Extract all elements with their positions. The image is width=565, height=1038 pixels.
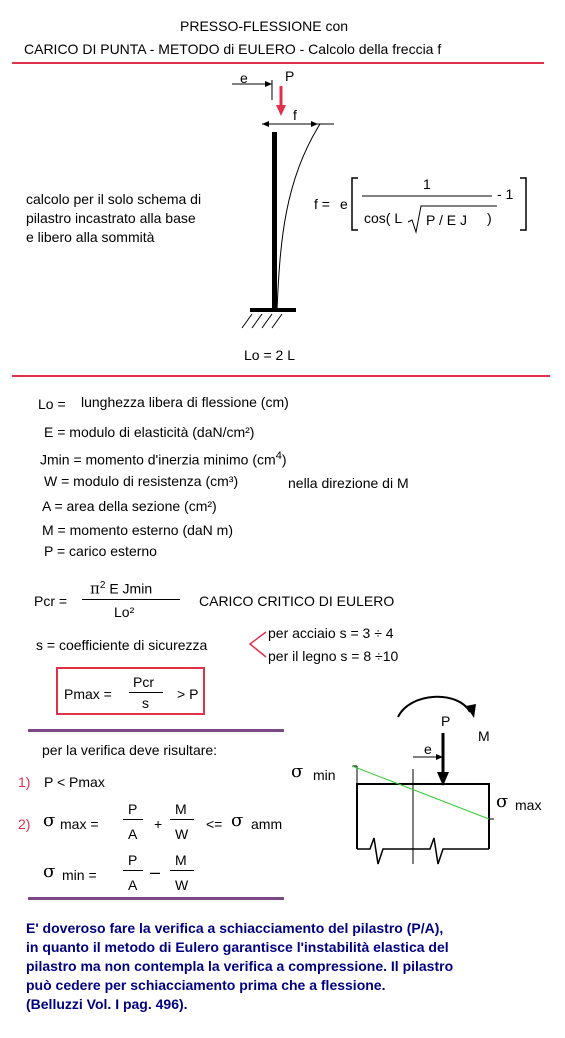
cond1-num: 1) [18, 774, 31, 790]
pcr-pi: π [90, 579, 100, 598]
smin-A: A [128, 877, 138, 893]
smax-A: A [128, 826, 138, 842]
pcr-denominator: Lo² [114, 604, 135, 620]
safety-label: s = coefficiente di sicurezza [36, 637, 208, 653]
formula-f-lhs: f = [314, 196, 330, 212]
smax-M: M [175, 801, 187, 817]
smin-W: W [175, 877, 189, 893]
note-line4: può cedere per schiacciamento prima che a flessione. [26, 977, 386, 993]
formula-f-radicand: P / E J [426, 212, 467, 228]
lo-label: Lo = 2 L [244, 347, 295, 363]
cond1-text: P < Pmax [44, 774, 105, 790]
def-e: E = modulo di elasticità (daN/cm²) [44, 424, 255, 440]
sect-smax-label: max [515, 797, 542, 813]
smin-minus: – [150, 862, 161, 882]
smin-label: min = [62, 867, 97, 883]
note-line2: in quanto il metodo di Eulero garantisce l'instabilità elastica del [26, 939, 449, 955]
label-e: e [240, 70, 248, 86]
title-line2: CARICO DI PUNTA - METODO di EULERO - Calcolo della freccia f [24, 41, 442, 57]
label-f: f [293, 107, 297, 123]
formula-f-e: e [340, 196, 348, 212]
def-lo-sym: Lo = [38, 396, 66, 412]
smax-leq: <= [206, 816, 223, 832]
def-p: P = carico esterno [44, 543, 157, 559]
sect-label-p: P [441, 713, 451, 729]
scheme-note-2: pilastro incastrato alla base [26, 210, 196, 226]
scheme-note-1: calcolo per il solo schema di [26, 191, 202, 207]
def-w: W = modulo di resistenza (cm³) [44, 473, 239, 489]
def-w-extra: nella direzione di M [288, 475, 409, 491]
smax-label: max = [60, 816, 99, 832]
pcr-caption: CARICO CRITICO DI EULERO [199, 593, 395, 609]
smax-plus: + [154, 816, 163, 832]
def-lo-text: lunghezza libera di flessione (cm) [81, 394, 289, 410]
pcr-num-rest: E Jmin [109, 580, 153, 597]
pcr-lhs: Pcr = [34, 593, 68, 609]
smin-P: P [128, 852, 138, 868]
sect-smax-sigma: σ [496, 791, 509, 812]
note-line5: (Belluzzi Vol. I pag. 496). [26, 996, 188, 1012]
pmax-num: Pcr [133, 674, 154, 690]
label-p-top: P [285, 68, 295, 84]
smax-W: W [175, 826, 189, 842]
pcr-pi-exp: 2 [99, 580, 106, 591]
sect-label-m: M [478, 728, 490, 744]
title-line1: PRESSO-FLESSIONE con [180, 18, 349, 34]
note-line1: E' doveroso fare la verifica a schiacciamento del pilastro (P/A), [26, 920, 444, 936]
verify-intro: per la verifica deve risultare: [42, 742, 218, 758]
sect-label-e: e [424, 741, 432, 757]
pmax-rhs: > P [177, 686, 199, 702]
def-jmin-tail: ) [281, 451, 287, 468]
smax-amm-sigma: σ [231, 810, 244, 831]
formula-f-close: ) [487, 210, 492, 226]
safety-wood: per il legno s = 8 ÷10 [268, 648, 399, 664]
pmax-lhs: Pmax = [64, 686, 112, 702]
safety-steel: per acciaio s = 3 ÷ 4 [268, 625, 394, 641]
def-jmin-exp: 4 [275, 450, 282, 462]
cond2-num: 2) [18, 816, 31, 832]
def-jmin-text: Jmin = momento d'inerzia minimo (cm [40, 451, 276, 468]
sect-smin-sigma: σ [291, 761, 304, 782]
smax-amm: amm [251, 816, 283, 832]
sect-smin-label: min [313, 767, 336, 783]
smin-M: M [175, 852, 187, 868]
smin-sigma: σ [43, 861, 56, 882]
def-m: M = momento esterno (daN m) [42, 522, 234, 538]
smax-sigma: σ [43, 810, 56, 831]
def-a: A = area della sezione (cm²) [42, 498, 217, 514]
pmax-den: s [142, 695, 149, 711]
note-line3: pilastro ma non contempla la verifica a compressione. Il pilastro [26, 958, 454, 974]
formula-f-cos: cos( L [364, 210, 403, 226]
smax-P: P [128, 801, 138, 817]
formula-f-minus-one: - 1 [497, 186, 514, 202]
formula-f-numerator: 1 [423, 176, 431, 192]
scheme-note-3: e libero alla sommità [26, 229, 155, 245]
